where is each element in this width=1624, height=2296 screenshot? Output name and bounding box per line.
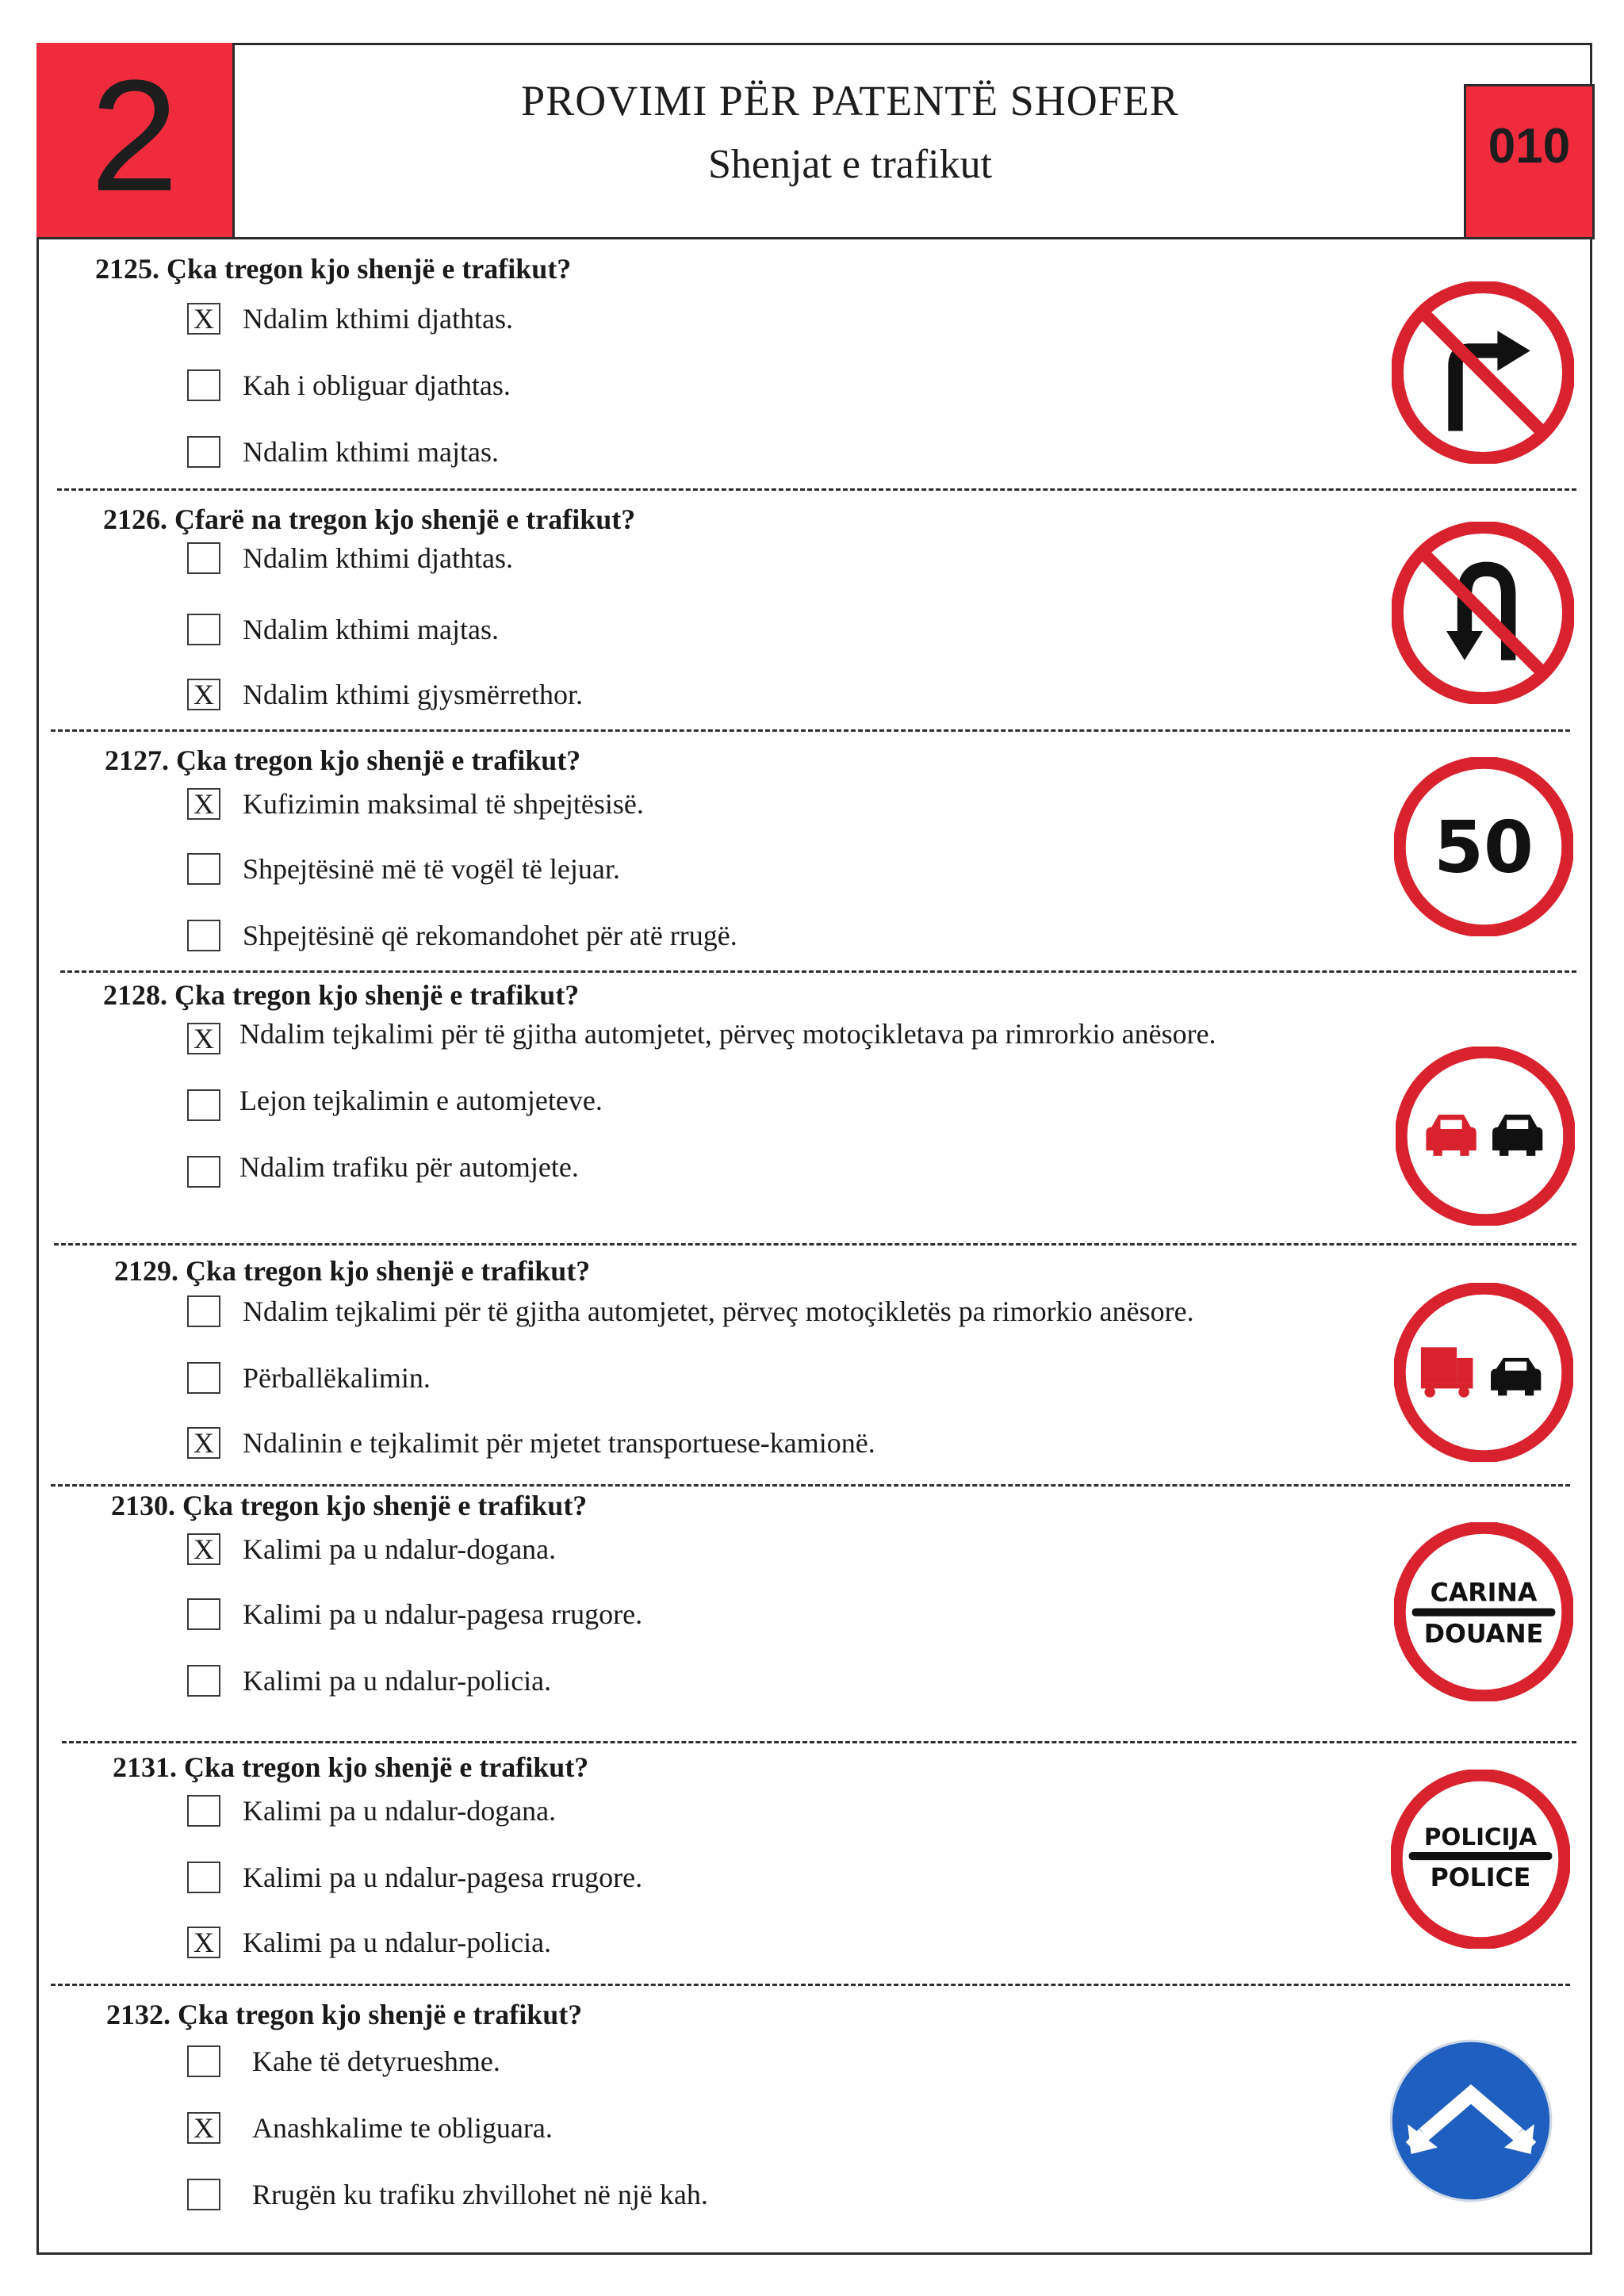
answer-checkbox[interactable]: X	[187, 1023, 220, 1054]
answer-checkbox[interactable]	[187, 853, 220, 885]
question-title: 2125. Çka tregon kjo shenjë e trafikut?	[95, 253, 572, 285]
answer-checkbox[interactable]: X	[187, 1533, 220, 1565]
answer-text: Ndalim kthimi djathtas.	[243, 542, 513, 574]
question-title: 2126. Çfarë na tregon kjo shenjë e trafikut?	[103, 503, 636, 535]
dashed-separator	[54, 1243, 1576, 1246]
answer-text: Kah i obliguar djathtas.	[243, 369, 511, 401]
no-u-turn-sign	[1392, 522, 1574, 704]
customs-sign-text-bottom: DOUANE	[1423, 1620, 1544, 1649]
answer-checkbox[interactable]	[187, 369, 220, 401]
chapter-badge	[36, 43, 235, 237]
answer-text: Kalimi pa u ndalur-pagesa rrugore.	[243, 1862, 643, 1893]
answer-checkbox[interactable]: X	[187, 1427, 220, 1459]
police-sign-text-top: POLICIJA	[1423, 1823, 1538, 1850]
answer-checkbox[interactable]	[187, 1295, 220, 1327]
answer-text: Rrugën ku trafiku zhvillohet në një kah.	[252, 2179, 708, 2210]
page-code-badge	[1464, 84, 1595, 239]
no-overtaking-sign	[1396, 1047, 1575, 1226]
answer-text: Kalimi pa u ndalur-dogana.	[243, 1795, 557, 1827]
answer-checkbox[interactable]	[187, 1089, 220, 1121]
answer-checkbox[interactable]	[187, 1665, 220, 1697]
answer-text: Kalimi pa u ndalur-pagesa rrugore.	[243, 1598, 643, 1630]
dashed-separator	[51, 1984, 1570, 1986]
answer-text: Ndalim tejkalimi për të gjitha automjetet, përveç motoçikletës pa rimorkio anësore.	[243, 1295, 1194, 1327]
answer-checkbox[interactable]	[187, 1598, 220, 1630]
answer-text: Përballëkalimin.	[243, 1362, 431, 1394]
answer-checkbox[interactable]	[187, 542, 220, 574]
chapter-number: 2	[90, 47, 179, 224]
answer-text: Ndalim kthimi majtas.	[243, 614, 499, 645]
answer-checkbox[interactable]	[187, 2179, 220, 2210]
page-subtitle: Shenjat e trafikut	[707, 142, 993, 187]
answer-checkbox[interactable]	[187, 1795, 220, 1827]
answer-text: Shpejtësinë që rekomandohet për atë rrugë.	[243, 920, 737, 951]
answer-text: Ndalim trafiku për automjete.	[239, 1151, 579, 1183]
question-title: 2130. Çka tregon kjo shenjë e trafikut?	[111, 1490, 588, 1521]
no-right-turn-sign	[1392, 281, 1574, 464]
answer-checkbox[interactable]: X	[187, 1927, 220, 1958]
answer-text: Shpejtësinë më të vogël të lejuar.	[243, 853, 620, 885]
answer-checkbox[interactable]: X	[187, 788, 220, 820]
dashed-separator	[51, 729, 1570, 732]
page-header	[36, 43, 1592, 239]
answer-text: Lejon tejkalimin e automjeteve.	[239, 1085, 603, 1116]
speed-limit-sign	[1394, 757, 1573, 936]
answer-text: Ndalinin e tejkalimit për mjetet transportuese-kamionë.	[243, 1427, 875, 1459]
answer-checkbox[interactable]: X	[187, 303, 220, 335]
speed-limit-value: 50	[1434, 806, 1534, 890]
answer-text: Ndalim kthimi gjysmërrethor.	[243, 679, 583, 710]
question-title: 2128. Çka tregon kjo shenjë e trafikut?	[103, 979, 580, 1011]
answer-text: Ndalim kthimi majtas.	[243, 436, 499, 468]
question-title: 2127. Çka tregon kjo shenjë e trafikut?	[105, 744, 581, 776]
dashed-separator	[60, 970, 1576, 973]
dashed-separator	[57, 488, 1576, 491]
dashed-separator	[62, 1741, 1576, 1743]
page-title: PROVIMI PËR PATENTË SHOFER	[521, 77, 1179, 124]
pass-either-side-sign	[1388, 2038, 1554, 2204]
answer-checkbox[interactable]	[187, 614, 220, 645]
customs-stop-sign	[1394, 1522, 1573, 1701]
answer-checkbox[interactable]	[187, 920, 220, 951]
answer-text: Kalimi pa u ndalur-policia.	[243, 1665, 552, 1697]
answer-text: Anashkalime te obliguara.	[252, 2112, 553, 2144]
answer-text: Kalimi pa u ndalur-dogana.	[243, 1533, 557, 1565]
answer-checkbox[interactable]	[187, 2045, 220, 2077]
police-sign-text-bottom: POLICE	[1430, 1863, 1531, 1892]
answer-text: Ndalim tejkalimi për të gjitha automjetet, përveç motoçikletava pa rimrorkio anësore.	[239, 1018, 1216, 1050]
answer-checkbox[interactable]	[187, 1362, 220, 1394]
answer-checkbox[interactable]	[187, 1862, 220, 1893]
answer-text: Kahe të detyrueshme.	[252, 2045, 500, 2077]
answer-checkbox[interactable]: X	[187, 679, 220, 710]
answer-checkbox[interactable]	[187, 1156, 220, 1188]
answer-text: Kalimi pa u ndalur-policia.	[243, 1927, 552, 1958]
question-title: 2131. Çka tregon kjo shenjë e trafikut?	[113, 1751, 589, 1783]
customs-sign-text-top: CARINA	[1430, 1578, 1538, 1608]
answer-checkbox[interactable]: X	[187, 2112, 220, 2144]
answer-checkbox[interactable]	[187, 436, 220, 468]
page-code: 010	[1488, 118, 1571, 174]
answer-text: Ndalim kthimi djathtas.	[243, 303, 513, 335]
question-title: 2132. Çka tregon kjo shenjë e trafikut?	[106, 1999, 583, 2030]
dashed-separator	[51, 1484, 1570, 1487]
question-title: 2129. Çka tregon kjo shenjë e trafikut?	[114, 1255, 591, 1287]
no-overtaking-trucks-sign	[1394, 1283, 1573, 1462]
answer-text: Kufizimin maksimal të shpejtësisë.	[243, 788, 644, 820]
police-stop-sign	[1391, 1770, 1570, 1949]
